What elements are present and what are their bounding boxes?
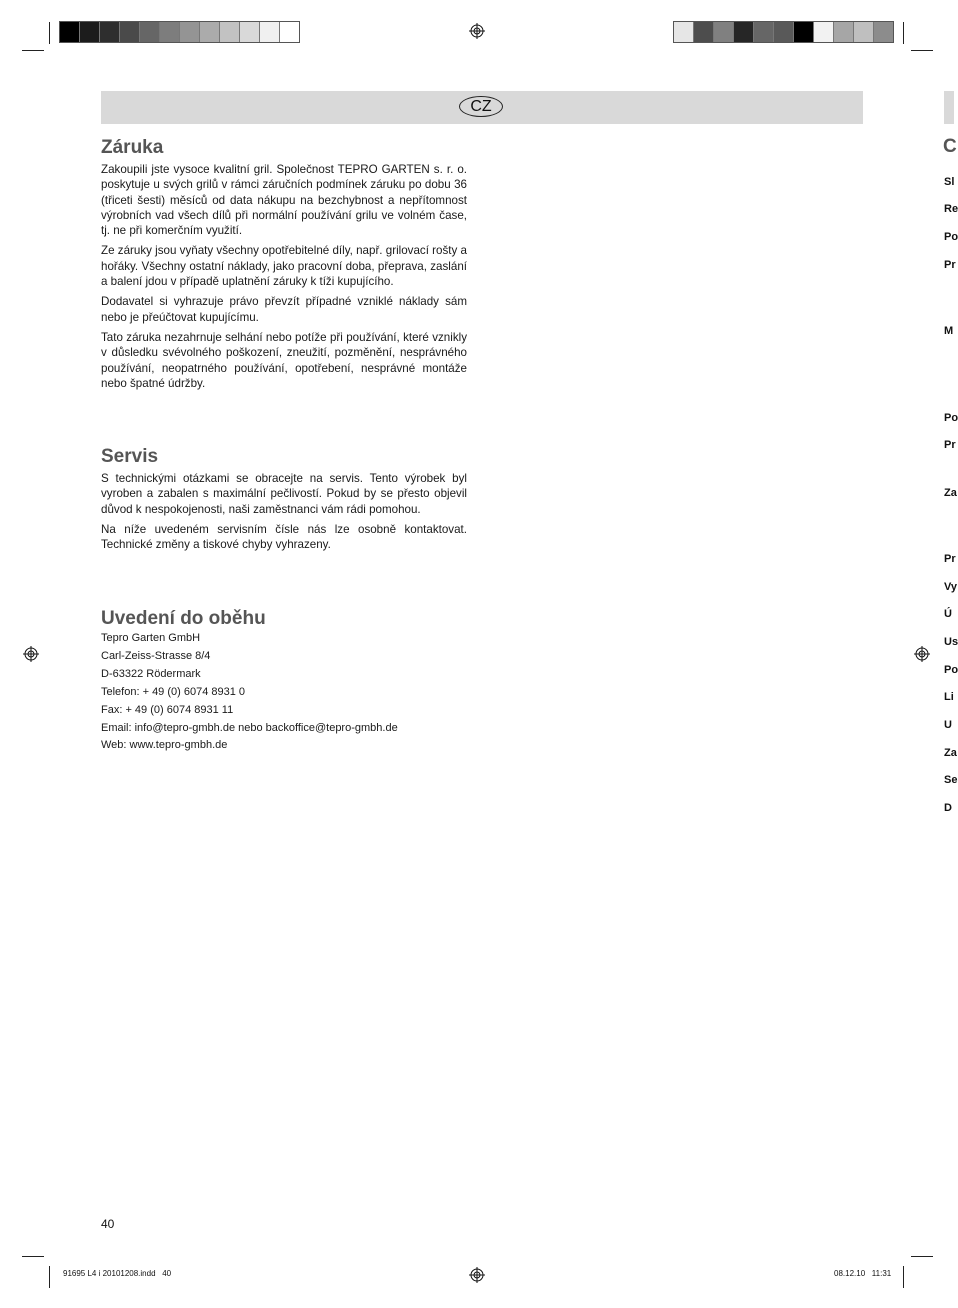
right-page-fragment: Pr bbox=[944, 553, 956, 565]
web-line: Web: www.tepro-gmbh.de bbox=[101, 739, 228, 752]
page-number: 40 bbox=[101, 1217, 115, 1231]
fax-line: Fax: + 49 (0) 6074 8931 11 bbox=[101, 703, 234, 716]
right-page-fragment: Za bbox=[944, 747, 957, 759]
right-page-fragment: Za bbox=[944, 487, 957, 499]
right-page-fragment: D bbox=[944, 802, 952, 814]
right-page-fragment: M bbox=[944, 325, 954, 337]
color-swatch bbox=[754, 22, 774, 42]
color-swatch bbox=[794, 22, 814, 42]
service-title: Servis bbox=[101, 446, 159, 467]
warranty-title: Záruka bbox=[101, 137, 164, 158]
warranty-paragraph: Dodavatel si vyhrazuje právo převzít případné vzniklé náklady sám nebo je přeúčtovat kupujícímu. bbox=[101, 295, 467, 324]
color-swatch bbox=[140, 22, 160, 42]
service-paragraph: S technickými otázkami se obracejte na servis. Tento výrobek byl vyroben a zabalen s maximální pečlivostí. Pokud by se přesto objevil důvod k nespokojenosti, naši zaměstnanci vám rádi pomohou. bbox=[101, 472, 467, 516]
color-swatch bbox=[814, 22, 834, 42]
color-swatch bbox=[240, 22, 260, 42]
service-section bbox=[101, 446, 467, 557]
right-page-fragment: Us bbox=[944, 636, 958, 648]
distribution-title: Uvedení do oběhu bbox=[101, 608, 266, 629]
right-page-fragment: Sl bbox=[944, 176, 955, 188]
crop-mark bbox=[49, 22, 50, 44]
right-page-fragment: Li bbox=[944, 691, 954, 703]
right-page-fragment: Re bbox=[944, 203, 958, 215]
distribution-section bbox=[101, 608, 467, 755]
right-page-fragment: Ú bbox=[944, 608, 952, 620]
right-page-title-fragment: C bbox=[943, 136, 957, 157]
crop-mark bbox=[22, 1256, 44, 1257]
color-swatch bbox=[60, 22, 80, 42]
right-page-fragment: Pr bbox=[944, 259, 956, 271]
crop-mark bbox=[49, 1266, 50, 1288]
color-swatch bbox=[80, 22, 100, 42]
file-slug: 91695 L4 i 20101208.indd 40 bbox=[63, 1269, 172, 1278]
warranty-paragraph: Zakoupili jste vysoce kvalitní gril. Společnost TEPRO GARTEN s. r. o. poskytuje u svých grilů v rámci záručních podmínek záruku po dobu 36 (třiceti šesti) měsíců od data nákupu na bezchybnost a nepřítomnost výrobních vad všech dílů při normální používání grilu ve volném čase, tj. ne při komerčním využití. bbox=[101, 163, 467, 238]
color-swatch bbox=[200, 22, 220, 42]
color-swatch bbox=[120, 22, 140, 42]
color-swatch bbox=[874, 22, 893, 42]
service-paragraph: Na níže uvedeném servisním čísle nás lze osobně kontaktovat. Technické změny a tiskové chyby vyhrazeny. bbox=[101, 522, 467, 552]
right-page-fragment: Se bbox=[944, 774, 958, 786]
color-swatch bbox=[774, 22, 794, 42]
language-badge: CZ bbox=[459, 96, 503, 117]
right-page-fragment: Pr bbox=[944, 439, 956, 451]
warranty-paragraph: Ze záruky jsou vyňaty všechny opotřebitelné díly, např. grilovací rošty a hořáky. Všechny ostatní náklady, jako pracovní doba, přeprava, zaslání a balení jdou v případě uplatnění záruky k tíži kupujícího. bbox=[101, 244, 467, 289]
crop-mark bbox=[903, 22, 904, 44]
right-page-fragment: Po bbox=[944, 412, 958, 424]
right-page-fragment: Vy bbox=[944, 581, 958, 593]
date-slug: 08.12.10 11:31 bbox=[834, 1269, 892, 1278]
registration-mark-icon bbox=[469, 1267, 485, 1283]
color-swatch bbox=[734, 22, 754, 42]
warranty-section bbox=[101, 137, 467, 396]
address-line: D-63322 Rödermark bbox=[101, 667, 201, 680]
color-swatch bbox=[674, 22, 694, 42]
registration-mark-icon bbox=[914, 646, 930, 662]
address-block bbox=[101, 630, 467, 755]
warranty-paragraph: Tato záruka nezahrnuje selhání nebo potíže při používání, které vznikly v důsledku svévolného poškození, zneužití, pozměnění, nesprávného používání, neopatrného používání, opotřebení, nesprávné montáže nebo špatné údržby. bbox=[101, 330, 467, 390]
registration-mark-icon bbox=[23, 646, 39, 662]
color-swatch bbox=[260, 22, 280, 42]
right-page-fragment: Po bbox=[944, 231, 958, 243]
right-page-header-band bbox=[944, 91, 954, 124]
color-bar-right bbox=[673, 21, 894, 43]
color-swatch bbox=[220, 22, 240, 42]
color-swatch bbox=[280, 22, 299, 42]
color-swatch bbox=[100, 22, 120, 42]
color-swatch bbox=[180, 22, 200, 42]
email-line: Email: info@tepro-gmbh.de nebo backoffice@tepro-gmbh.de bbox=[101, 721, 398, 734]
address-line: Tepro Garten GmbH bbox=[101, 632, 201, 644]
color-swatch bbox=[834, 22, 854, 42]
phone-line: Telefon: + 49 (0) 6074 8931 0 bbox=[101, 685, 246, 698]
crop-mark bbox=[903, 1266, 904, 1288]
right-page-fragment: Po bbox=[944, 664, 958, 676]
color-swatch bbox=[160, 22, 180, 42]
crop-mark bbox=[22, 50, 44, 51]
registration-mark-icon bbox=[469, 23, 485, 39]
color-bar-left bbox=[59, 21, 300, 43]
right-page-fragment: U bbox=[944, 719, 952, 731]
address-line: Carl-Zeiss-Strasse 8/4 bbox=[101, 649, 211, 662]
color-swatch bbox=[854, 22, 874, 42]
color-swatch bbox=[694, 22, 714, 42]
crop-mark bbox=[911, 1256, 933, 1257]
color-swatch bbox=[714, 22, 734, 42]
crop-mark bbox=[911, 50, 933, 51]
